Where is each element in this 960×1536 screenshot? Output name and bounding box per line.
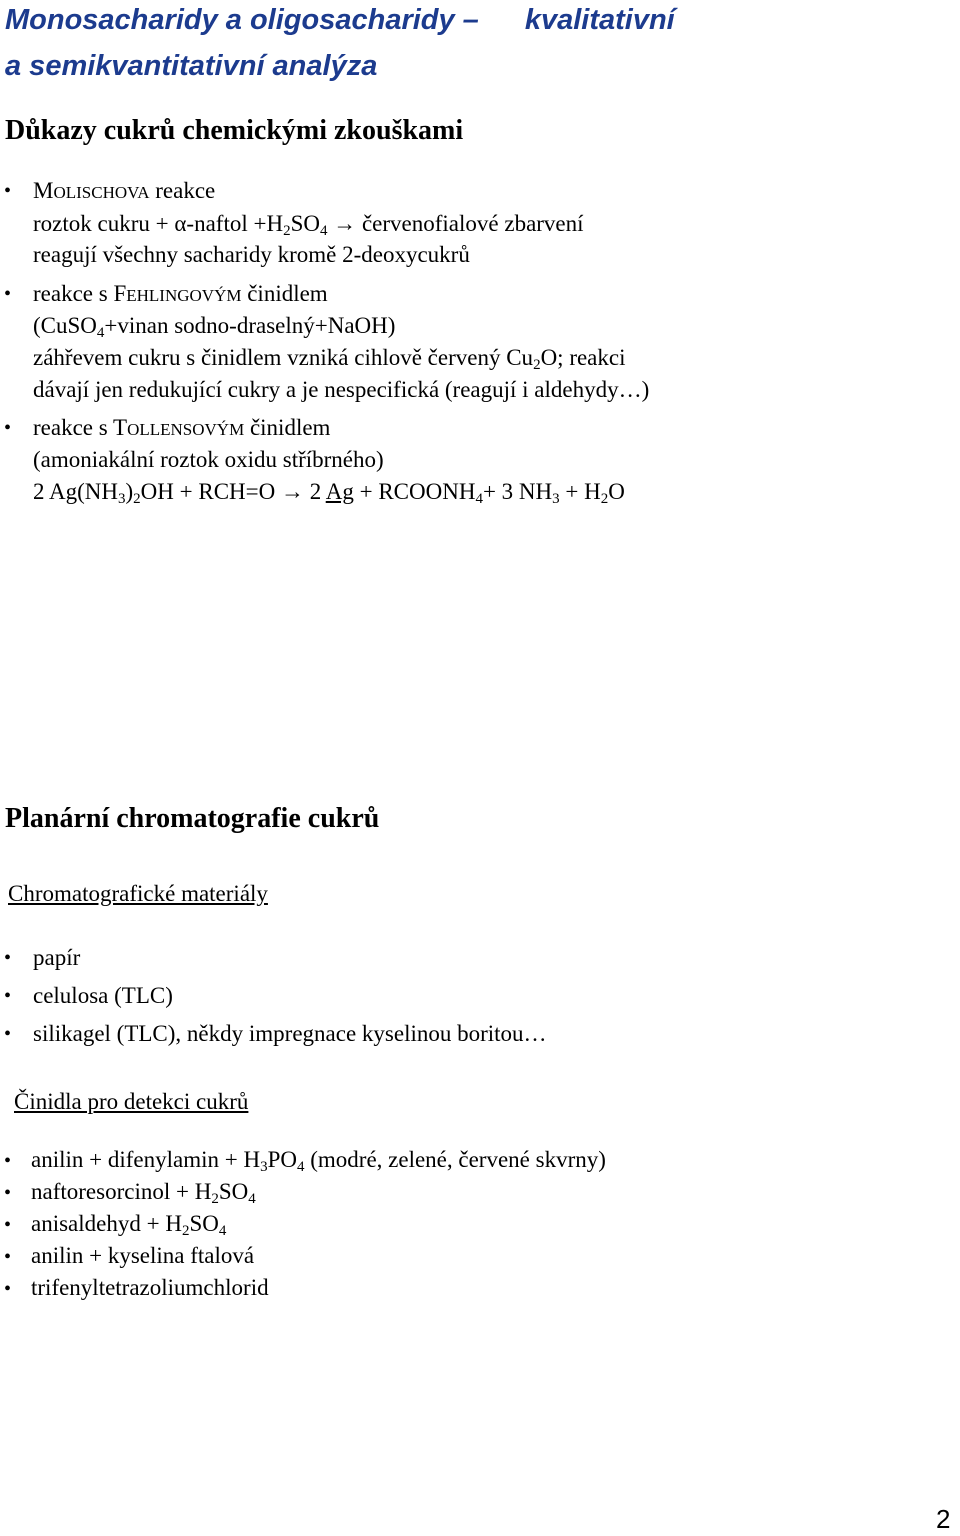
text: +vinan sodno-draselný+NaOH) — [104, 313, 396, 338]
fehling-note-1 — [33, 345, 626, 371]
alpha-symbol: α — [174, 211, 187, 236]
fehling-smallcaps: EHLINGOVÝM — [126, 286, 242, 305]
page-number: 2 — [936, 1504, 951, 1534]
bullet: • — [4, 1214, 12, 1236]
text: reakce s — [33, 415, 114, 440]
detection-item: anilin + kyselina ftalová — [31, 1243, 255, 1268]
subscript: 3 — [552, 491, 560, 507]
tollens-reagent: (amoniakální roztok oxidu stříbrného) — [33, 447, 384, 472]
materials-heading: Chromatografické materiály — [8, 881, 268, 906]
bullet: • — [4, 1246, 12, 1268]
detection-heading: Činidla pro detekci cukrů — [14, 1089, 249, 1114]
title-part-2: kvalitativní — [524, 4, 675, 36]
detection-item — [31, 1211, 226, 1237]
subscript: 2 — [211, 1191, 219, 1207]
text: + 3 NH — [482, 479, 553, 504]
eq-text: červenofialové zbarvení — [356, 211, 584, 236]
arrow-icon: → — [280, 479, 304, 504]
text: reakce s — [33, 281, 114, 306]
subscript: 2 — [533, 357, 541, 373]
molisch-title — [33, 178, 215, 204]
title-part-1: Monosacharidy a oligosacharidy – — [5, 4, 479, 36]
text: (modré, zelené, červené skvrny) — [304, 1147, 606, 1172]
molisch-rest: reakce — [149, 178, 216, 203]
bullet: • — [4, 1023, 12, 1045]
subscript: 4 — [218, 1223, 227, 1239]
section-heading-chromatography: Planární chromatografie cukrů — [5, 803, 380, 834]
subscript: 3 — [260, 1159, 268, 1175]
fehling-reagent — [33, 313, 395, 339]
detection-item — [31, 1147, 606, 1173]
tollens-title — [33, 415, 330, 441]
text: OH + RCH=O — [140, 479, 281, 504]
text: SO — [218, 1179, 249, 1204]
fehling-note-2: dávají jen redukující cukry a je nespecifická (reagují i aldehydy…) — [33, 377, 650, 402]
fehling-title — [33, 281, 328, 307]
text: záhřevem cukru s činidlem vzniká cihlově červený Cu — [33, 345, 534, 370]
material-item: celulosa (TLC) — [33, 983, 173, 1008]
subscript: 4 — [96, 325, 105, 341]
text: O; reakci — [540, 345, 626, 370]
text: naftoresorcinol + H — [31, 1179, 212, 1204]
text: ) — [125, 479, 134, 504]
bullet: • — [4, 1150, 12, 1172]
bullet: • — [4, 417, 12, 439]
text: SO — [189, 1211, 219, 1236]
tollens-smallcaps: OLLENSOVÝM — [127, 420, 245, 439]
molisch-smallcaps: OLISCHOVA — [53, 183, 150, 202]
bullet: • — [4, 180, 12, 202]
text: + H — [559, 479, 601, 504]
eq-text: roztok cukru + — [33, 211, 175, 236]
silver-underlined: Ag — [325, 479, 354, 504]
bullet: • — [4, 283, 12, 305]
material-item: silikagel (TLC), někdy impregnace kyselinou boritou… — [33, 1021, 547, 1046]
molisch-note: reagují všechny sacharidy kromě 2-deoxycukrů — [33, 242, 470, 267]
subscript: 3 — [117, 491, 126, 507]
eq-text: -naftol +H — [186, 211, 284, 236]
subscript: 2 — [600, 491, 609, 507]
arrow-icon: → — [333, 211, 357, 236]
text: 2 Ag(NH — [33, 479, 118, 504]
section-heading-tests: Důkazy cukrů chemickými zkouškami — [5, 115, 464, 146]
bullet: • — [4, 1278, 12, 1300]
text: anilin + difenylamin + H — [31, 1147, 261, 1172]
molisch-equation — [33, 211, 584, 237]
tollens-equation — [33, 479, 625, 505]
text: činidlem — [244, 415, 331, 440]
text: (CuSO — [33, 313, 97, 338]
subscript: 4 — [475, 491, 483, 507]
bullet: • — [4, 985, 12, 1007]
eq-text: SO — [290, 211, 320, 236]
text: 2 — [303, 479, 326, 504]
subscript: 4 — [248, 1191, 256, 1207]
title-line-2: a semikvantitativní analýza — [5, 50, 378, 82]
detection-item: trifenyltetrazoliumchlorid — [31, 1275, 269, 1300]
text: PO — [267, 1147, 297, 1172]
bullet: • — [4, 947, 12, 969]
bullet: • — [4, 1182, 12, 1204]
subscript: 2 — [181, 1223, 190, 1239]
text: anisaldehyd + H — [31, 1211, 182, 1236]
title-line-1 — [5, 4, 675, 37]
text: + RCOONH — [353, 479, 476, 504]
fehling-cap: F — [113, 281, 127, 306]
subscript: 2 — [283, 223, 291, 239]
text: O — [608, 479, 625, 504]
subscript: 4 — [319, 223, 328, 239]
material-item: papír — [33, 945, 81, 970]
tollens-cap: T — [113, 415, 128, 440]
subscript: 2 — [133, 491, 141, 507]
subscript: 4 — [296, 1159, 305, 1175]
text: činidlem — [241, 281, 328, 306]
detection-item — [31, 1179, 256, 1205]
molisch-cap: M — [33, 178, 54, 203]
